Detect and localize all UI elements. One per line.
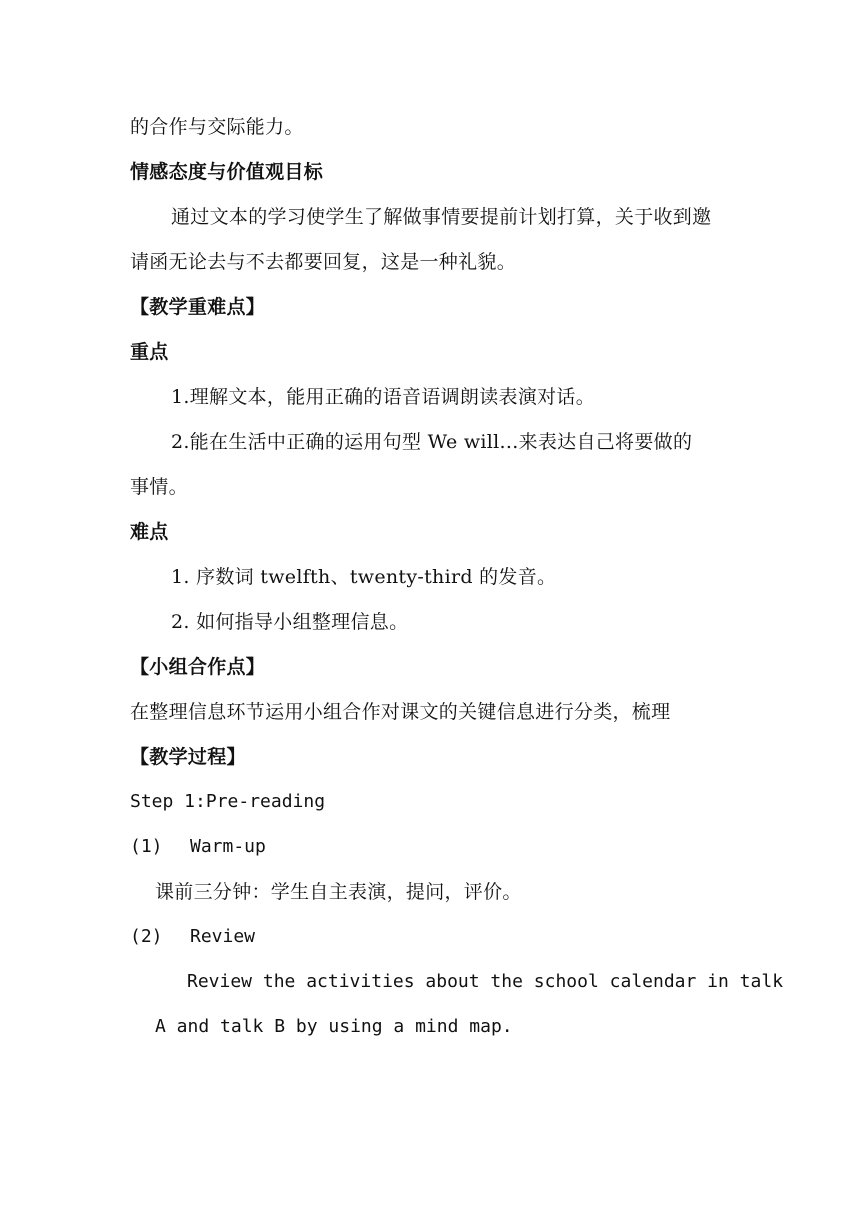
subsection-heading: 重点 (130, 341, 169, 363)
list-item: 2.能在生活中正确的运用句型 We will...来表达自己将要做的 (171, 431, 693, 453)
section-heading: 【教学重难点】 (130, 296, 266, 318)
paragraph-line: Review the activities about the school calendar in talk (187, 971, 784, 992)
paragraph-line: 课前三分钟：学生自主表演，提问，评价。 (155, 881, 522, 903)
list-item-text: Review (190, 926, 256, 947)
subsection-heading: 难点 (130, 521, 169, 543)
list-item (130, 835, 266, 859)
section-heading: 情感态度与价值观目标 (130, 161, 324, 183)
section-heading: 【小组合作点】 (130, 656, 266, 678)
paragraph-line: 请函无论去与不去都要回复，这是一种礼貌。 (130, 251, 517, 273)
list-item (130, 925, 255, 949)
step-heading: Step 1:Pre-reading (130, 791, 326, 812)
paragraph-line: A and talk B by using a mind map. (155, 1016, 513, 1037)
paragraph-line: 事情。 (130, 476, 188, 498)
section-heading: 【教学过程】 (130, 746, 246, 768)
list-item: 1.理解文本，能用正确的语音语调朗读表演对话。 (171, 386, 596, 408)
paragraph-line: 在整理信息环节运用小组合作对课文的关键信息进行分类，梳理 (130, 701, 671, 723)
list-number: (1) (130, 836, 163, 857)
list-number: (2) (130, 926, 163, 947)
paragraph-line: 的合作与交际能力。 (130, 116, 304, 138)
list-item: 1. 序数词 twelfth、twenty-third 的发音。 (171, 566, 557, 588)
paragraph-line: 通过文本的学习使学生了解做事情要提前计划打算，关于收到邀 (171, 206, 712, 228)
list-item-text: Warm-up (190, 836, 266, 857)
list-item: 2. 如何指导小组整理信息。 (171, 611, 409, 633)
